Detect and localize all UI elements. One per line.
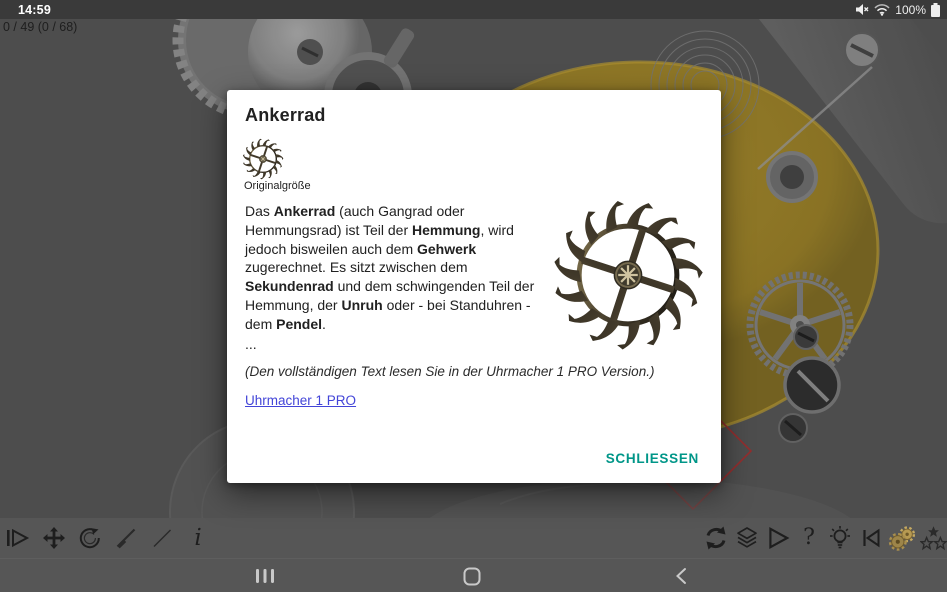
achievements-stars-icon[interactable]	[919, 523, 947, 553]
screwdriver-small-icon[interactable]	[148, 523, 176, 553]
screwdriver-large-icon[interactable]	[112, 523, 140, 553]
original-size-label: Originalgröße	[244, 180, 311, 192]
move-icon[interactable]	[40, 523, 68, 553]
android-navbar	[0, 558, 947, 592]
recents-icon[interactable]	[242, 559, 288, 592]
battery-percent: 100%	[895, 2, 926, 17]
pro-version-note: (Den vollständigen Text lesen Sie in der Uhrmacher 1 PRO Version.)	[245, 364, 655, 379]
restart-icon[interactable]	[857, 523, 885, 553]
toolbar-left-group	[0, 523, 212, 553]
hint-bulb-icon[interactable]	[826, 523, 854, 553]
progress-counter: 0 / 49 (0 / 68)	[3, 20, 78, 34]
layers-icon[interactable]	[733, 523, 761, 553]
gears-icon[interactable]	[888, 523, 916, 553]
pro-version-link[interactable]: Uhrmacher 1 PRO	[245, 393, 357, 408]
ellipsis-text: ...	[245, 336, 257, 352]
step-play-icon[interactable]	[4, 523, 32, 553]
status-icons	[855, 3, 940, 17]
toolbar	[0, 518, 947, 558]
rotate-icon[interactable]	[76, 523, 104, 553]
status-bar	[0, 0, 947, 19]
help-icon[interactable]: ?	[795, 523, 823, 553]
escape-wheel-image	[551, 198, 705, 352]
play-icon[interactable]	[764, 523, 792, 553]
mute-icon	[855, 3, 869, 16]
home-icon[interactable]	[449, 559, 495, 592]
ankerrad-dialog	[227, 90, 721, 483]
battery-icon	[931, 3, 940, 17]
status-time: 14:59	[18, 2, 51, 17]
dialog-title: Ankerrad	[245, 105, 326, 125]
close-button[interactable]: SCHLIESSEN	[600, 447, 705, 470]
sync-icon[interactable]	[702, 523, 730, 553]
wifi-icon	[874, 3, 890, 16]
info-icon[interactable]: i	[184, 523, 212, 553]
back-icon[interactable]	[658, 559, 704, 592]
toolbar-right-group	[702, 523, 947, 553]
escape-wheel-thumbnail-icon	[242, 138, 284, 180]
dialog-body-text: Das Ankerrad (auch Gangrad oder Hemmungsrad) ist Teil der Hemmung, wird jedoch bisweilen auch dem Gehwerk zugerechnet. Es sitzt zwischen dem Sekundenrad und dem schwingenden Teil der Hemmung, der Unruh oder - bei Standuhren - dem Pendel.	[245, 203, 535, 332]
